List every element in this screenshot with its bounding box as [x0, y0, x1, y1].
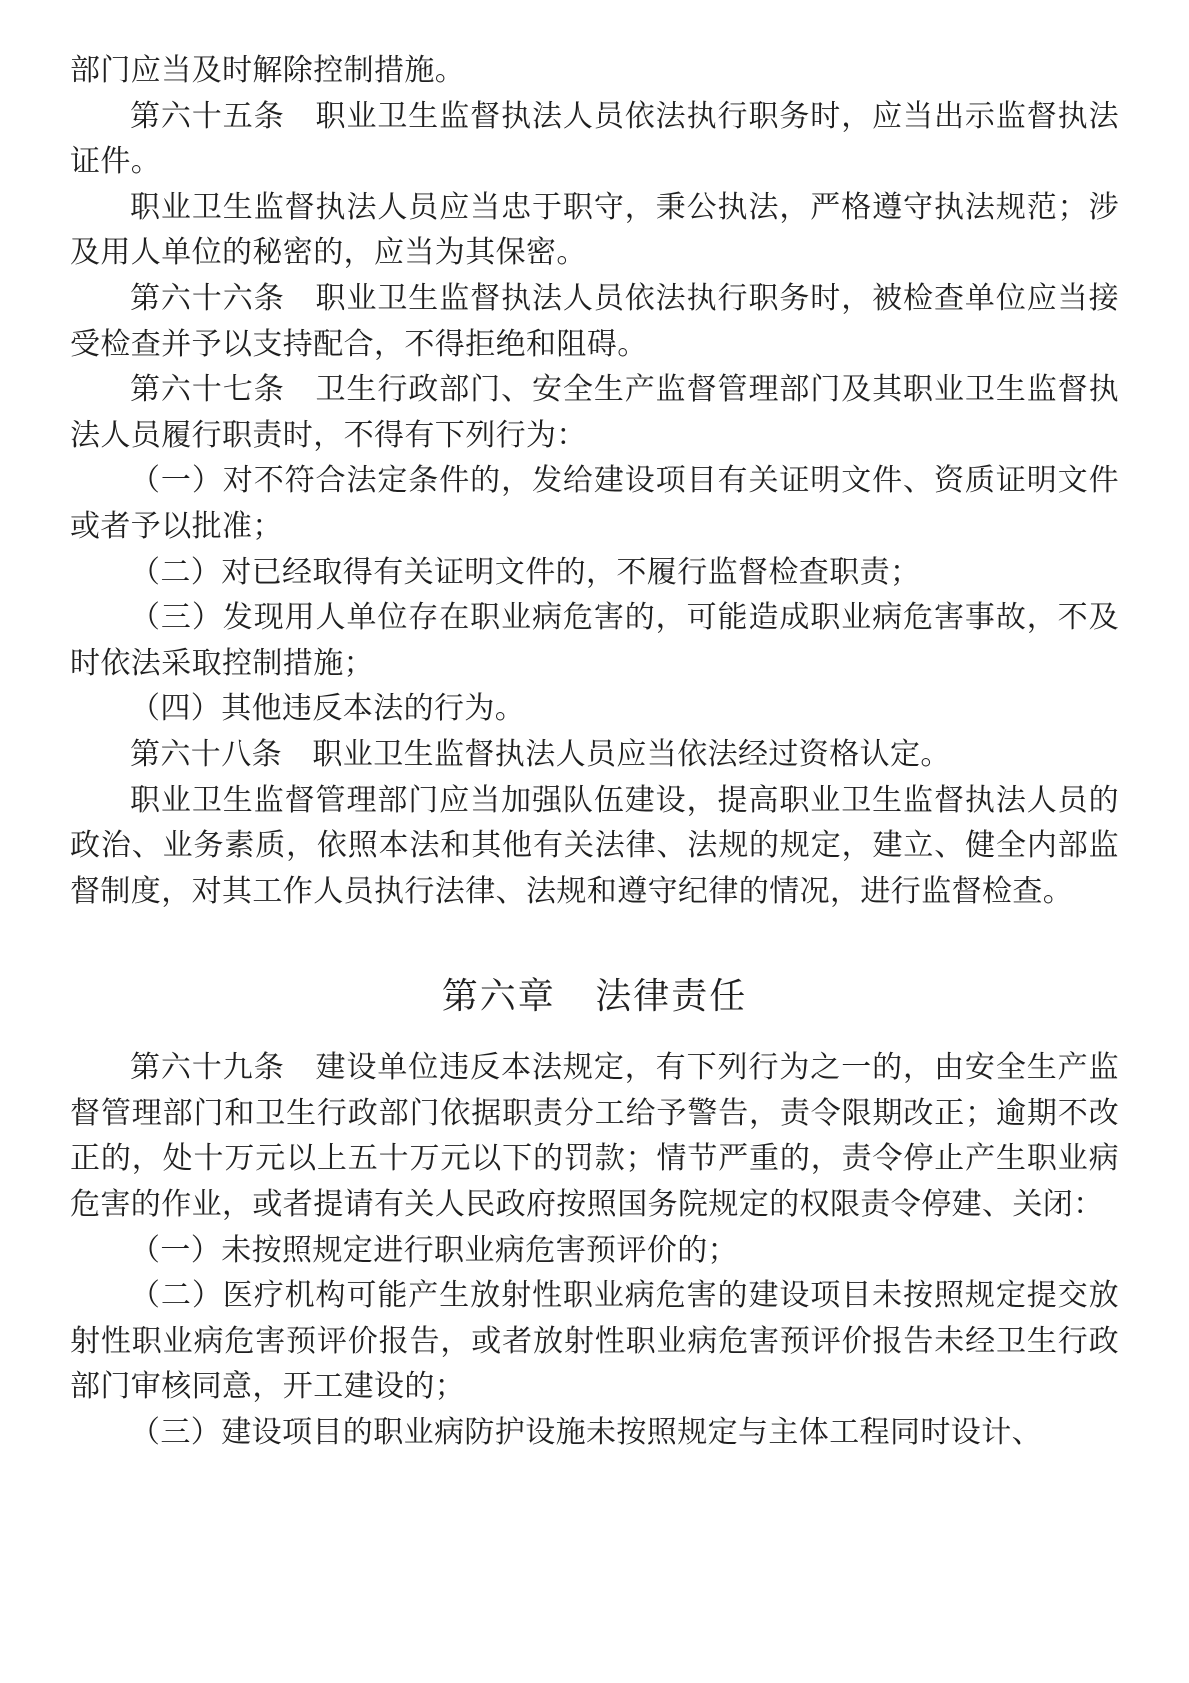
- article-66-paragraph: 第六十六条 职业卫生监督执法人员依法执行职务时，被检查单位应当接受检查并予以支持配合，不得拒绝和阻碍。: [70, 280, 1119, 362]
- page-body-after-chapter: [70, 1045, 1119, 1455]
- article-67-item-4: （四）其他违反本法的行为。: [130, 691, 526, 727]
- article-67-item-1: （一）对不符合法定条件的，发给建设项目有关证明文件、资质证明文件或者予以批准；: [70, 463, 1119, 544]
- article-69-item-1: （一）未按照规定进行职业病危害预评价的；: [130, 1232, 738, 1268]
- chapter-title-text: 法律责任: [595, 976, 748, 1018]
- article-65-paragraph: 第六十五条 职业卫生监督执法人员依法执行职务时，应当出示监督执法证件。: [70, 98, 1119, 180]
- page-body: [70, 48, 1119, 914]
- article-67-paragraph: 第六十七条 卫生行政部门、安全生产监督管理部门及其职业卫生监督执法人员履行职责时，不得有下列行为：: [70, 372, 1119, 453]
- article-69-paragraph: 第六十九条 建设单位违反本法规定，有下列行为之一的，由安全生产监督管理部门和卫生行政部门依据职责分工给予警告，责令限期改正；逾期不改正的，处十万元以上五十万元以下的罚款；情节严重的，责令停止产生职业病危害的作业，或者提请有关人民政府按照国务院规定的权限责令停建、关闭：: [70, 1050, 1119, 1223]
- chapter-number: 第六章: [441, 976, 556, 1018]
- article-69-item-3: （三）建设项目的职业病防护设施未按照规定与主体工程同时设计、: [130, 1415, 1042, 1451]
- paragraph-continuation: 部门应当及时解除控制措施。: [70, 53, 466, 88]
- article-69-item-2: （二）医疗机构可能产生放射性职业病危害的建设项目未按照规定提交放射性职业病危害预评价报告，或者放射性职业病危害预评价报告未经卫生行政部门审核同意，开工建设的；: [70, 1278, 1119, 1405]
- article-65-paragraph-2: 职业卫生监督执法人员应当忠于职守，秉公执法，严格遵守执法规范；涉及用人单位的秘密的，应当为其保密。: [70, 189, 1119, 271]
- article-67-item-2: （二）对已经取得有关证明文件的，不履行监督检查职责；: [130, 554, 921, 590]
- article-67-item-3: （三）发现用人单位存在职业病危害的，可能造成职业病危害事故，不及时依法采取控制措施；: [70, 600, 1119, 681]
- chapter-heading: [70, 968, 1119, 1019]
- article-68-paragraph: 第六十八条 职业卫生监督执法人员应当依法经过资格认定。: [130, 736, 951, 772]
- article-68-paragraph-2: 职业卫生监督管理部门应当加强队伍建设，提高职业卫生监督执法人员的政治、业务素质，依照本法和其他有关法律、法规的规定，建立、健全内部监督制度，对其工作人员执行法律、法规和遵守纪律的情况，进行监督检查。: [70, 782, 1119, 909]
